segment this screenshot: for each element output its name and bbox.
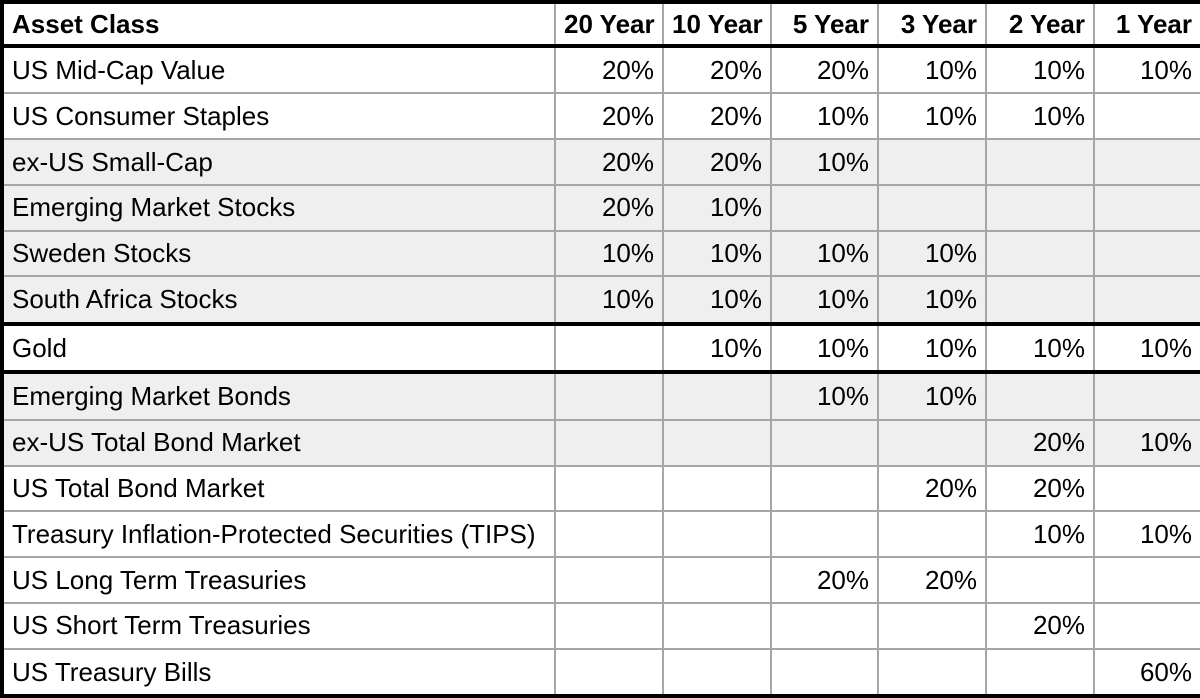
allocation-cell <box>663 372 771 419</box>
allocation-cell: 10% <box>878 93 986 139</box>
allocation-cell: 20% <box>986 466 1094 512</box>
allocation-cell <box>771 185 878 231</box>
allocation-cell <box>555 649 663 696</box>
allocation-cell: 10% <box>771 139 878 185</box>
table-row <box>2 420 1200 466</box>
allocation-cell <box>986 139 1094 185</box>
allocation-cell: 10% <box>878 276 986 323</box>
allocation-cell <box>878 420 986 466</box>
asset-class-cell: ex-US Small-Cap <box>2 139 555 185</box>
asset-class-cell: Sweden Stocks <box>2 231 555 277</box>
header-10-year: 10 Year <box>663 2 771 46</box>
allocation-cell <box>555 466 663 512</box>
asset-class-cell: Emerging Market Bonds <box>2 372 555 419</box>
allocation-cell: 10% <box>771 231 878 277</box>
allocation-cell <box>986 185 1094 231</box>
allocation-cell: 20% <box>555 46 663 93</box>
allocation-cell <box>771 511 878 557</box>
table-row <box>2 324 1200 373</box>
allocation-cell: 20% <box>986 603 1094 649</box>
allocation-cell: 20% <box>771 557 878 603</box>
allocation-cell: 10% <box>771 93 878 139</box>
asset-class-cell: Treasury Inflation-Protected Securities (TIPS) <box>2 511 555 557</box>
allocation-cell: 10% <box>986 324 1094 373</box>
allocation-cell <box>986 649 1094 696</box>
allocation-cell: 10% <box>771 276 878 323</box>
table-row <box>2 372 1200 419</box>
allocation-cell: 10% <box>878 324 986 373</box>
allocation-cell: 10% <box>771 324 878 373</box>
allocation-cell <box>878 185 986 231</box>
allocation-cell: 10% <box>878 372 986 419</box>
allocation-cell: 20% <box>986 420 1094 466</box>
header-asset-class: Asset Class <box>2 2 555 46</box>
table-body <box>2 46 1200 696</box>
allocation-cell <box>555 603 663 649</box>
header-5-year: 5 Year <box>771 2 878 46</box>
allocation-cell: 10% <box>663 185 771 231</box>
allocation-cell <box>555 511 663 557</box>
header-row <box>2 2 1200 46</box>
allocation-cell <box>986 231 1094 277</box>
allocation-cell <box>986 372 1094 419</box>
allocation-cell: 10% <box>1094 324 1200 373</box>
table-row <box>2 231 1200 277</box>
allocation-cell: 20% <box>771 46 878 93</box>
allocation-cell: 10% <box>663 324 771 373</box>
allocation-cell <box>663 420 771 466</box>
table-row <box>2 557 1200 603</box>
header-3-year: 3 Year <box>878 2 986 46</box>
allocation-cell <box>663 557 771 603</box>
allocation-cell: 10% <box>986 46 1094 93</box>
allocation-cell: 20% <box>555 139 663 185</box>
allocation-cell <box>663 603 771 649</box>
allocation-cell <box>771 420 878 466</box>
allocation-cell <box>663 466 771 512</box>
allocation-cell: 10% <box>986 93 1094 139</box>
header-2-year: 2 Year <box>986 2 1094 46</box>
allocation-cell <box>555 372 663 419</box>
allocation-cell: 20% <box>878 466 986 512</box>
table-row <box>2 511 1200 557</box>
table-row <box>2 276 1200 323</box>
allocation-cell <box>1094 276 1200 323</box>
header-1-year: 1 Year <box>1094 2 1200 46</box>
allocation-cell <box>771 649 878 696</box>
allocation-cell <box>1094 185 1200 231</box>
allocation-cell <box>771 603 878 649</box>
asset-class-cell: Emerging Market Stocks <box>2 185 555 231</box>
allocation-cell: 10% <box>878 46 986 93</box>
allocation-cell <box>1094 372 1200 419</box>
table-header <box>2 2 1200 46</box>
table-row <box>2 46 1200 93</box>
allocation-cell <box>771 466 878 512</box>
asset-class-cell: US Consumer Staples <box>2 93 555 139</box>
allocation-cell <box>986 557 1094 603</box>
header-20-year: 20 Year <box>555 2 663 46</box>
allocation-cell: 10% <box>663 276 771 323</box>
table-row <box>2 649 1200 696</box>
allocation-cell <box>878 649 986 696</box>
allocation-cell <box>555 420 663 466</box>
allocation-cell <box>1094 139 1200 185</box>
table-row <box>2 93 1200 139</box>
allocation-cell: 20% <box>663 46 771 93</box>
allocation-cell: 10% <box>1094 511 1200 557</box>
allocation-cell <box>663 511 771 557</box>
asset-class-cell: US Long Term Treasuries <box>2 557 555 603</box>
allocation-cell <box>1094 603 1200 649</box>
allocation-cell: 10% <box>771 372 878 419</box>
allocation-cell: 20% <box>663 139 771 185</box>
allocation-cell <box>1094 557 1200 603</box>
allocation-cell: 20% <box>878 557 986 603</box>
asset-class-cell: US Total Bond Market <box>2 466 555 512</box>
asset-class-cell: US Treasury Bills <box>2 649 555 696</box>
allocation-cell <box>878 511 986 557</box>
allocation-cell <box>878 603 986 649</box>
allocation-cell: 60% <box>1094 649 1200 696</box>
table-row <box>2 139 1200 185</box>
allocation-cell: 20% <box>555 185 663 231</box>
allocation-cell: 10% <box>1094 46 1200 93</box>
table-row <box>2 185 1200 231</box>
allocation-cell <box>986 276 1094 323</box>
allocation-cell <box>1094 466 1200 512</box>
allocation-cell <box>1094 93 1200 139</box>
allocation-cell: 10% <box>663 231 771 277</box>
allocation-cell: 10% <box>555 276 663 323</box>
allocation-cell <box>555 324 663 373</box>
asset-class-cell: South Africa Stocks <box>2 276 555 323</box>
allocation-cell <box>878 139 986 185</box>
allocation-cell <box>663 649 771 696</box>
allocation-cell: 10% <box>555 231 663 277</box>
allocation-cell: 20% <box>555 93 663 139</box>
asset-class-cell: US Short Term Treasuries <box>2 603 555 649</box>
allocation-cell <box>1094 231 1200 277</box>
allocation-cell <box>555 557 663 603</box>
asset-class-cell: US Mid-Cap Value <box>2 46 555 93</box>
table-row <box>2 466 1200 512</box>
allocation-cell: 10% <box>986 511 1094 557</box>
table-row <box>2 603 1200 649</box>
asset-class-cell: ex-US Total Bond Market <box>2 420 555 466</box>
allocation-cell: 10% <box>1094 420 1200 466</box>
allocation-cell: 10% <box>878 231 986 277</box>
asset-class-cell: Gold <box>2 324 555 373</box>
allocation-cell: 20% <box>663 93 771 139</box>
